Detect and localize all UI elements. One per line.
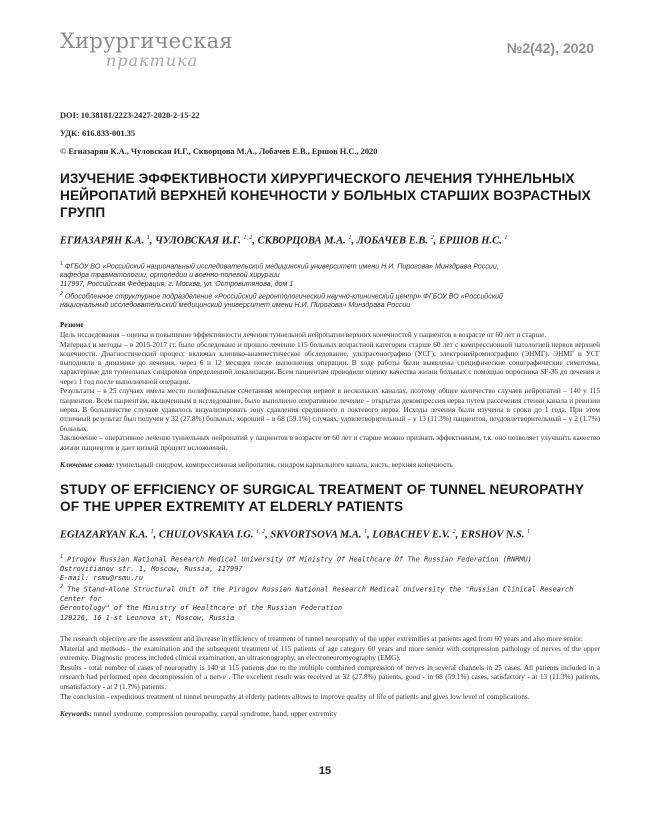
- author-affil-mark: 1: [146, 235, 150, 241]
- abstract-results: Результаты – в 25 случаях имела место полифокальная сочетанная компрессия нервов в нескольких каналах, поэтому общее количество случаев нейропатий – 140 у 115 пациентов. Всем пациентам, включенным в исследование, было выполнено оперативное лечение – открытая декомпрессия нерва путем рассечения стенки канала и ревизии нерва. В большинстве случаев удавалось визуализировать зону сдавления срединного и локтевого нерва. Исходы лечения были изучены в сроки до 1 года. При этом отличный результат был получен у 32 (27.8%) больных, хороший – в 68 (59.1%) случаях, удовлетворительный – у 13 (11.3%) пациентов, неудовлетворительный – у 2 (1.7%) больных.: [60, 386, 600, 433]
- author-affil-mark: 1: [504, 235, 508, 241]
- keywords-label: Ключевые слова:: [60, 460, 115, 470]
- keywords-text: туннельный синдром, компрессионная нейропатия, синдром карпального канала, кисть, верхняя конечность: [114, 460, 453, 470]
- logo-subtitle: практика: [106, 51, 199, 70]
- abstract-results-en: Results - total number of cases of neuropathy is 140 at 115 patients due to the multiple combined compression of nerves in several channels in 25 cases. All patients included in a research had performed open decompression of a nerve . The excellent result was received at 32 (27.8%) patients, good - in 68 (59.1%) cases, satisfactory - at 13 (11.3%) patients, unsatisfactory - at 2 (1.7%) patients.: [60, 663, 600, 691]
- affil-mark: 2: [60, 584, 64, 591]
- copyright: © Егиазарян К.А., Чуловская И.Г., Скворцова М.А., Лобачев Е.В., Ершов Н.С., 2020: [60, 147, 378, 156]
- affil-email: E-mail: rsmu@rsmu.ru: [60, 573, 143, 582]
- authors-english: EGIAZARYAN K.A. $^1$, CHULOVSKAYA I.G. $^{1, 2}$, SKVORTSOVA M.A. $^1$, LOBACHEV E.V. $^2$, ERSHOV N.S. $^1$: [60, 529, 531, 541]
- affil-mark: 1: [60, 553, 64, 560]
- abstract-label: Резюме: [60, 320, 84, 329]
- affiliations-english: [60, 553, 600, 623]
- author-affil-mark: 1: [150, 529, 154, 536]
- author-affil-mark: 1: [348, 235, 352, 241]
- udk: УДК: 616.833-001.35: [60, 129, 136, 138]
- affil-line: Pirogov Russian National Research Medical University Of Ministry Of Healthcare Of The Russian Federation (RNRMU): [67, 555, 532, 564]
- author-affil-mark: 1: [364, 529, 368, 536]
- author: ERSHOV N.S.: [460, 529, 525, 541]
- abstract-methods: Материал и методы – в 2015-2017 гг. было обследовано и прошло лечение 115 больных возрастной категории старше 60 лет с компрессионной патологией нервов верхней конечности. Диагностический процесс включал клинико-анамнестическое обследование, ультрасонографию (УСГ), электронейромиографию (ЭНМГ). ЭНМГ и УСГ выполняли в динамике до лечения, через 6 и 12 месяцев после выполнения операции. В ходе работы были выявлены специфические сонографические симптомы, характерные для туннельных синдромов определенной локализации. Всем пациентам проводили оценку качества жизни больных с помощью опросника SF-36 до лечения и через 1 год после выполненной операции.: [60, 339, 600, 386]
- author: ЧУЛОВСКАЯ И.Г.: [154, 235, 241, 247]
- author-affil-mark: 2: [452, 529, 456, 536]
- author-affil-mark: 1, 2: [243, 235, 253, 241]
- author: СКВОРЦОВА М.А.: [257, 235, 346, 247]
- affil-line: The Stand-Alone Structural Unit of the Pirogov Russian National Research Medical University the "Russian Clinical Research Center for: [60, 585, 574, 604]
- abstract-conclusion: Заключение – оперативное лечение туннельных нейропатий у пациентов в возрасте от 60 лет и старше можно признать эффективным, т.к. оно позволяет улучшить качество жизни пациентов и дает низкий процент осложнений.: [60, 433, 600, 452]
- affil-line: кафедра травматологии, ортопедии и военно-полевой хирургии: [60, 271, 280, 280]
- abstract-objective-en: The research objective are the assessment and increase in efficiency of treatment of tunnel neuropathy of the upper extremities at patients aged from 60 years and also more senior.: [60, 634, 583, 644]
- author: ЕРШОВ Н.С.: [438, 235, 502, 247]
- affil-line: 129226, 16 1-st Leonova st, Moscow, Russia: [60, 613, 235, 622]
- author: ЕГИАЗАРЯН К.А.: [60, 235, 145, 247]
- affil-line: ФГБОУ ВО «Российский национальный исследовательский медицинский университет имени Н.И. Пирогова» Минздрава России,: [64, 261, 499, 270]
- logo-title: Хирургическая: [60, 29, 233, 53]
- article-body: [60, 110, 600, 718]
- keywords-text: tunnel syndrome, compression neuropathy, carpal syndrome, hand, upper extremity: [91, 708, 337, 718]
- author-affil-mark: 1, 2: [256, 529, 266, 536]
- keywords-english: [60, 709, 600, 718]
- author: SKVORTSOVA M.A.: [270, 529, 362, 541]
- keywords-russian: [60, 460, 600, 469]
- affil-line: национальный исследовательский медицинский университет имени Н.И. Пирогова» Минздрава России: [60, 301, 411, 310]
- title-english: STUDY OF EFFICIENCY OF SURGICAL TREATMENT OF TUNNEL NEUROPATHY OF THE UPPER EXTREMITY AT ELDERLY PATIENTS: [60, 482, 584, 515]
- issue-number: №2(42), 2020: [506, 40, 594, 56]
- author-affil-mark: 2: [430, 235, 434, 241]
- affil-mark: 1: [60, 260, 63, 267]
- keywords-label: Keywords:: [60, 708, 92, 718]
- title-russian: ИЗУЧЕНИЕ ЭФФЕКТИВНОСТИ ХИРУРГИЧЕСКОГО ЛЕЧЕНИЯ ТУННЕЛЬНЫХ НЕЙРОПАТИЙ ВЕРХНЕЙ КОНЕЧНОСТИ У БОЛЬНЫХ СТАРШИХ ВОЗРАСТНЫХ ГРУПП: [60, 171, 591, 220]
- page-number: 15: [318, 765, 332, 777]
- author: ЛОБАЧЕВ Е.В.: [356, 235, 428, 247]
- affiliations-russian: [60, 260, 600, 311]
- journal-logo: [60, 30, 233, 70]
- affil-line: Обособленное структурное подразделение «Российский геронтологический научно-клинический центр» ФГБОУ ВО «Российский: [64, 292, 503, 301]
- abstract-methods-en: Material and methods - the examination and the subsequent treatment of 115 patients of age category 60 years and more senior with compression pathology of nerves of the upper extremity. Diagnostic process included clinical examination, an ultrasonography, an electroneuromyography (EMG).: [60, 644, 600, 663]
- affil-line: Ostrovitianov str. 1, Moscow, Russia, 117997: [60, 564, 243, 573]
- affil-line: 117997, Российская Федерация, г. Москва, ул. Островитянова, дом 1: [60, 280, 294, 289]
- authors-russian: ЕГИАЗАРЯН К.А. $^1$, ЧУЛОВСКАЯ И.Г. $^{1, 2}$, СКВОРЦОВА М.А. $^1$, ЛОБАЧЕВ Е.В. $^2$, ЕРШОВ Н.С. $^1$: [60, 235, 508, 247]
- author: CHULOVSKAYA I.G.: [158, 529, 254, 541]
- author: EGIAZARYAN K.A.: [60, 529, 149, 541]
- abstract-objective: Цель исследования – оценка и повышение эффективности лечения туннельной нейропатии верхних конечностей у пациентов в возрасте от 60 лет и старше.: [60, 329, 547, 339]
- author-affil-mark: 1: [527, 529, 531, 536]
- affil-mark: 2: [60, 290, 63, 297]
- author: LOBACHEV E.V.: [372, 529, 450, 541]
- doi: DOI: 10.38181/2223-2427-2020-2-15-22: [60, 111, 200, 120]
- abstract-conclusion-en: The conclusion - expeditious treatment of tunnel neuropathy at elderly patients allows to improve quality of life of patients and gives low level of complications.: [60, 691, 530, 701]
- affil-line: Gerontology" of the Ministry of Healthcare of the Russian Federation: [60, 604, 343, 613]
- page-header: [0, 0, 650, 90]
